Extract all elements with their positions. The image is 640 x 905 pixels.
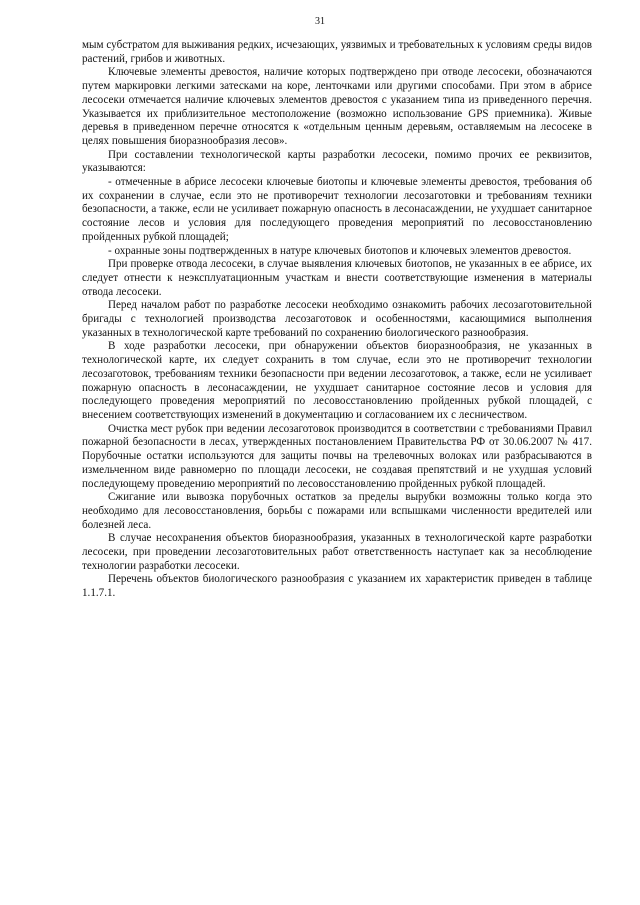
paragraph: При проверке отвода лесосеки, в случае выявления ключевых биотопов, не указанных в ее абрисе, их следует отнести к неэксплуатационным участкам и внести соответствующие изменения в материалы отвода лесосеки. — [82, 258, 592, 298]
paragraph: Перечень объектов биологического разнообразия с указанием их характеристик приведен в таблице 1.1.7.1. — [82, 573, 592, 600]
document-body — [82, 39, 592, 601]
paragraph: Ключевые элементы древостоя, наличие которых подтверждено при отводе лесосеки, обозначаются путем маркировки легкими затесками на коре, ленточками или другими способами. При этом в абрисе лесосеки отмечается наличие ключевых элементов древостоя с указанием типа из приведенного перечня. Указывается их приблизительное местоположение (возможно использование GPS приемника). Живые деревья в приведенном перечне относятся к «отдельным ценным деревьям, оставляемым на лесосеке в целях повышения биоразнообразия лесов». — [82, 66, 592, 147]
paragraph: мым субстратом для выживания редких, исчезающих, уязвимых и требовательных к условиям среды видов растений, грибов и животных. — [82, 39, 592, 65]
paragraph: Очистка мест рубок при ведении лесозаготовок производится в соответствии с требованиями Правил пожарной безопасности в лесах, утвержденных постановлением Правительства РФ от 30.06.2007 № 417. Порубочные остатки используются для защиты почвы на трелевочных волоках или разбрасываются в измельченном виде равномерно по площади лесосеки, не создавая препятствий и не ухудшая условий последующему проведению мероприятий по лесовосстановлению пройденных рубкой площадей. — [82, 422, 592, 490]
paragraph: В ходе разработки лесосеки, при обнаружении объектов биоразнообразия, не указанных в технологической карте, их следует сохранить в том случае, если это не противоречит технологии лесозаготовок, требованиям техники безопасности при ведении лесозаготовок, а также, если не усиливает пожарную опасность в лесонасаждении, не ухудшает санитарное состояние лесов и условия для последующего проведения мероприятий по лесовосстановлению пройденных рубкой площадей, с внесением соответствующих изменений в документацию и согласованием их с лесничеством. — [82, 340, 592, 421]
paragraph: В случае несохранения объектов биоразнообразия, указанных в технологической карте разработки лесосеки, при проведении лесозаготовительных работ ответственность наступает как за несоблюдение технологии разработки лесосеки. — [82, 532, 592, 572]
paragraph: Перед началом работ по разработке лесосеки необходимо ознакомить рабочих лесозаготовительной бригады с технологией производства лесозаготовок и особенностями, касающимися выполнения указанных в технологической карте требований по сохранению биологического разнообразия. — [82, 299, 592, 339]
list-item: - охранные зоны подтвержденных в натуре ключевых биотопов и ключевых элементов древостоя. — [108, 244, 572, 257]
paragraph: При составлении технологической карты разработки лесосеки, помимо прочих ее реквизитов, указываются: — [82, 148, 592, 175]
paragraph: Сжигание или вывозка порубочных остатков за пределы вырубки возможны только когда это необходимо для лесовосстановления, борьбы с пожарами или вспышками численности вредителей или болезней леса. — [82, 491, 592, 531]
list-item: - отмеченные в абрисе лесосеки ключевые биотопы и ключевые элементы древостоя, требования об их сохранении в случае, если это не противоречит технологии лесозаготовки и требованиям техники безопасности, а также, если не усиливает пожарную опасность в лесонасаждении, не ухудшает санитарное состояние лесов и условия для последующего проведения мероприятий по лесовосстановлению пройденных рубкой площадей; — [82, 176, 592, 243]
page-number: 31 — [315, 16, 325, 27]
